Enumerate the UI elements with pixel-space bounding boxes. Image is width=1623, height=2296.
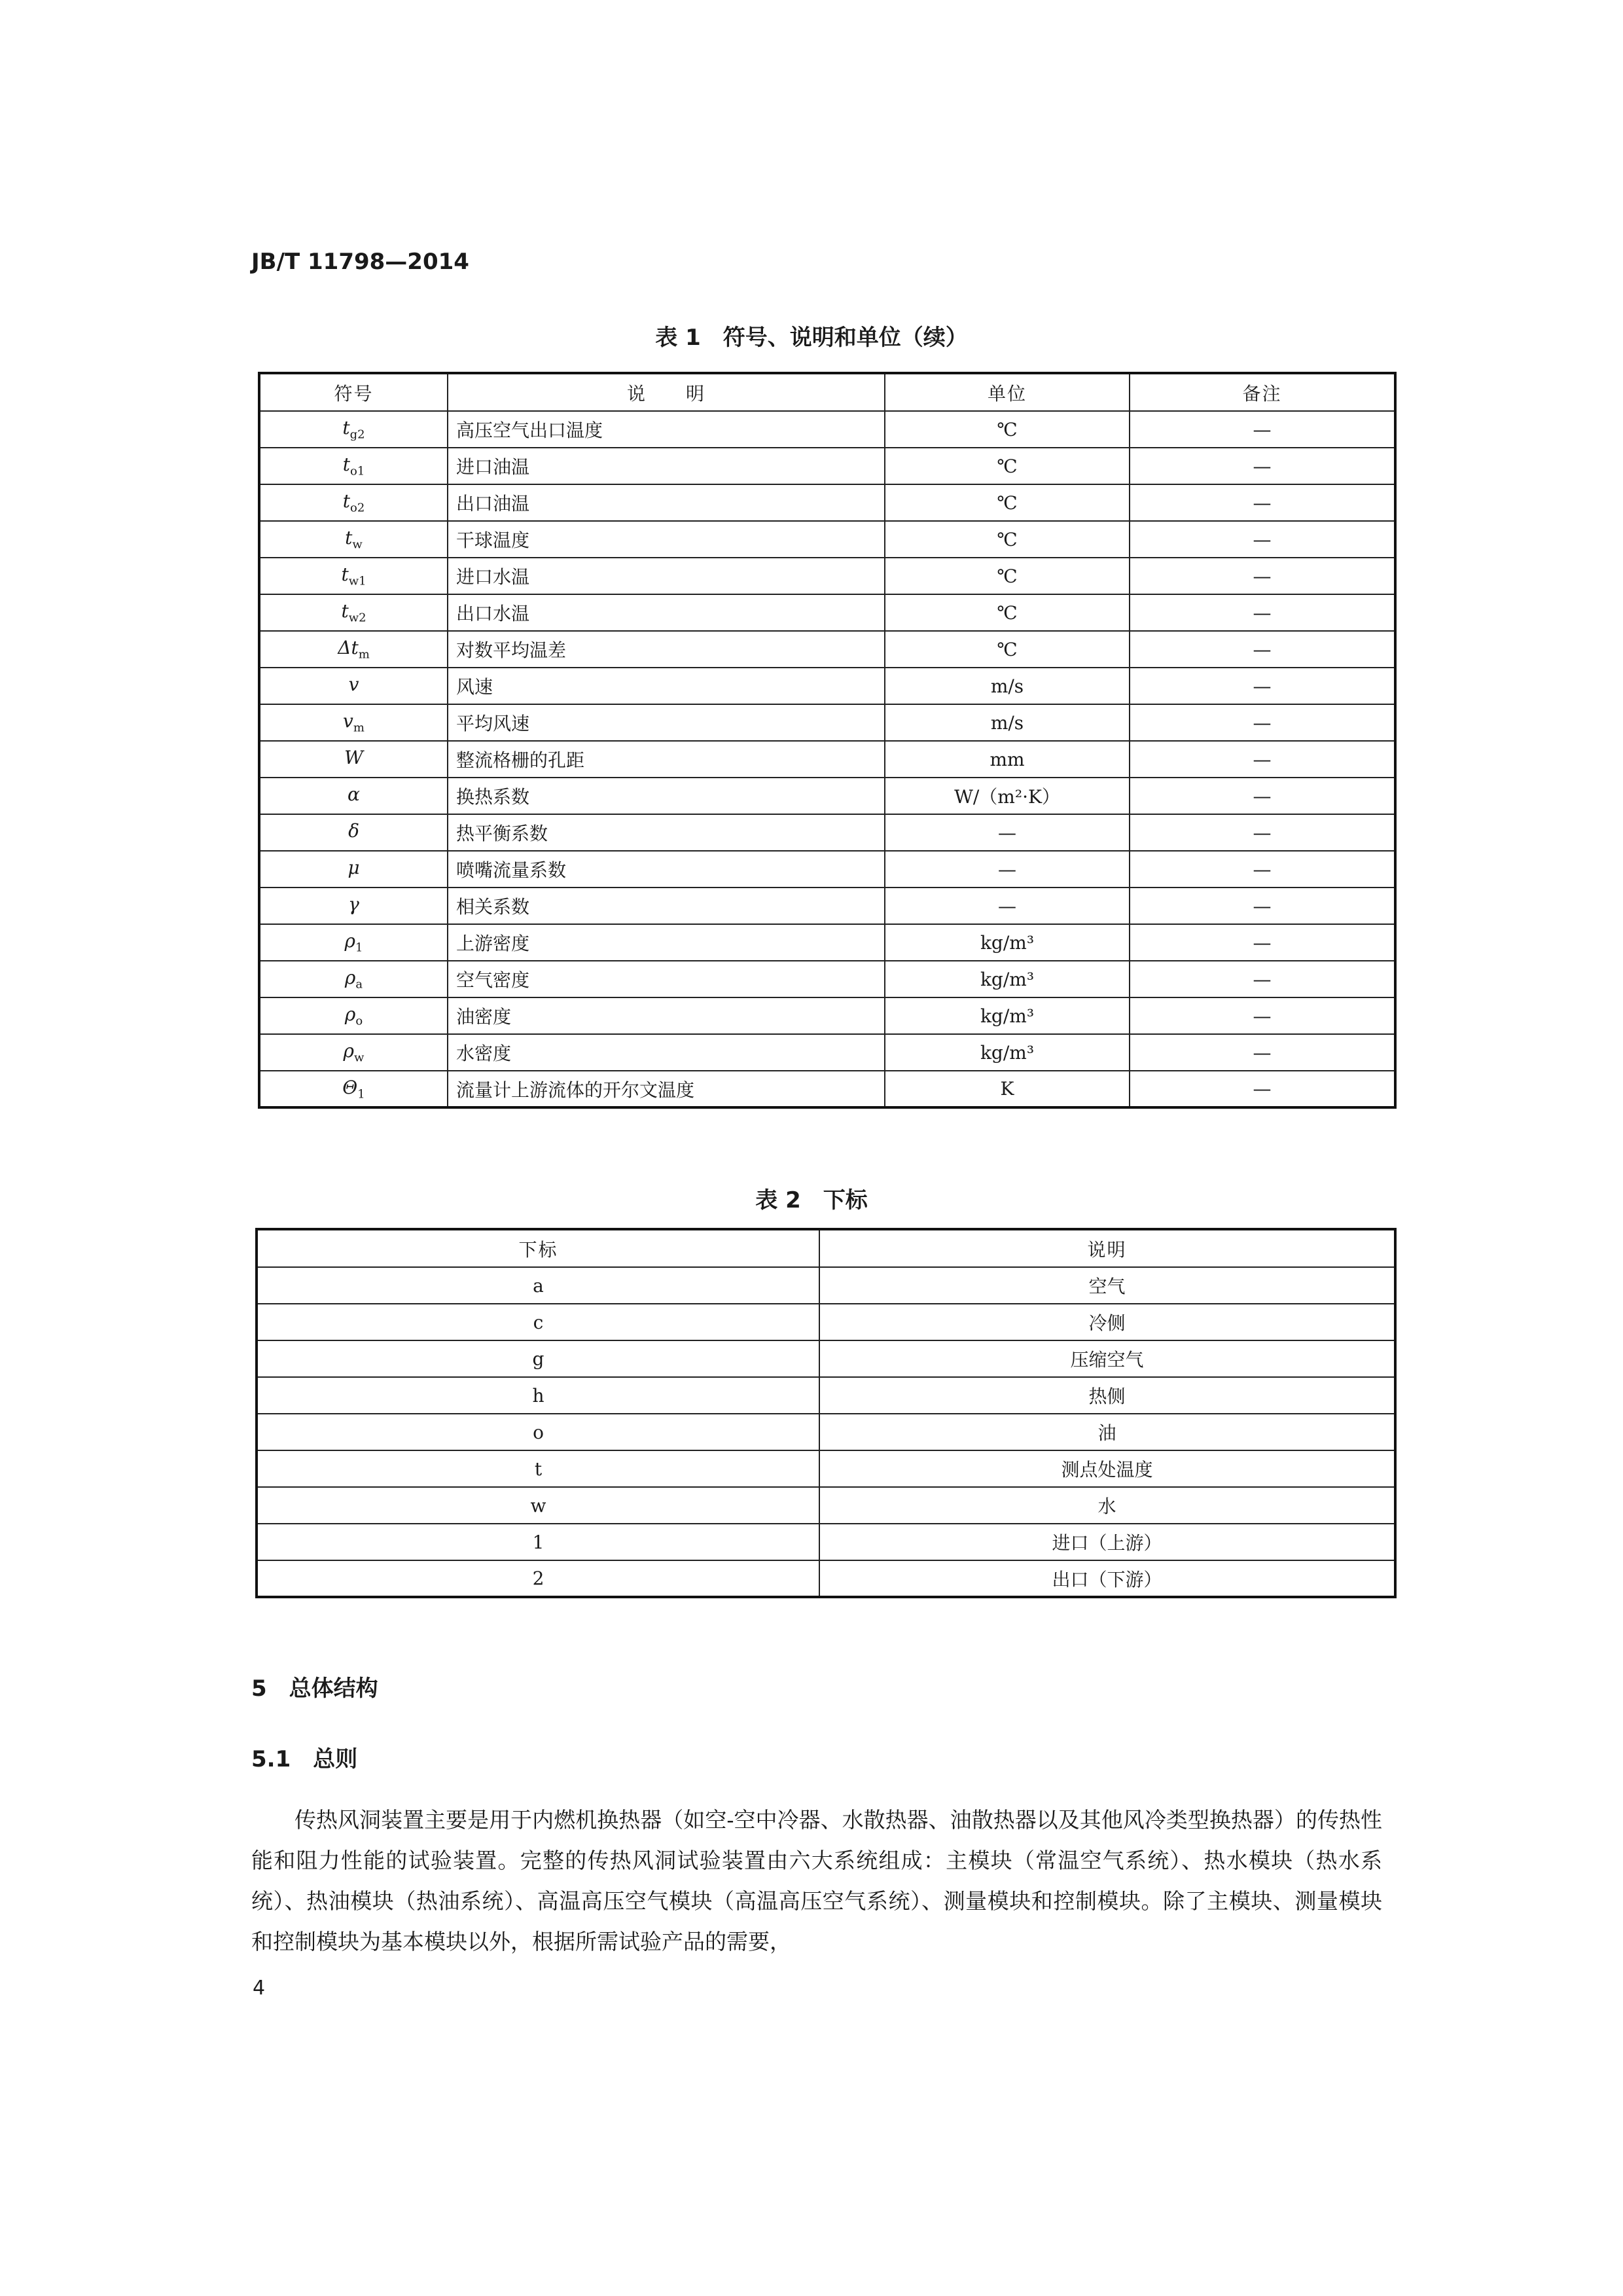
subscript-cell: g [257, 1340, 819, 1377]
symbol-main: t [341, 600, 349, 622]
symbol-subscript: o [355, 1014, 363, 1028]
description-cell: 相关系数 [448, 888, 885, 924]
unit-cell: W/（m²·K） [885, 778, 1130, 814]
table-row [259, 484, 1395, 521]
symbol-subscript: m [358, 647, 370, 662]
symbol-cell [259, 814, 448, 851]
description-cell: 喷嘴流量系数 [448, 851, 885, 888]
table-row [259, 814, 1395, 851]
unit-cell: ℃ [885, 558, 1130, 594]
remark-cell: — [1130, 448, 1395, 484]
table-row [259, 594, 1395, 631]
description-cell: 热侧 [819, 1377, 1395, 1414]
remark-cell: — [1130, 484, 1395, 521]
symbol-main: μ [348, 857, 360, 879]
symbol-subscript: w [354, 1050, 365, 1065]
description-cell: 风速 [448, 668, 885, 704]
symbols-table [258, 372, 1397, 1109]
page-number: 4 [253, 1977, 266, 2000]
table-row [259, 1034, 1395, 1071]
symbol-cell [259, 924, 448, 961]
table-row [257, 1377, 1395, 1414]
remark-cell: — [1130, 521, 1395, 558]
symbol-cell [259, 741, 448, 778]
remark-cell: — [1130, 631, 1395, 668]
description-cell: 高压空气出口温度 [448, 411, 885, 448]
description-cell: 换热系数 [448, 778, 885, 814]
description-cell: 水密度 [448, 1034, 885, 1071]
symbol-cell [259, 448, 448, 484]
remark-cell: — [1130, 741, 1395, 778]
symbol-main: t [342, 454, 350, 476]
table-row [259, 668, 1395, 704]
table-row [257, 1414, 1395, 1450]
symbol-subscript: 1 [355, 941, 363, 955]
unit-cell: kg/m³ [885, 961, 1130, 997]
symbol-main: ρ [344, 967, 356, 989]
column-header: 说 明 [448, 373, 885, 411]
description-cell: 平均风速 [448, 704, 885, 741]
symbol-subscript: w1 [348, 574, 366, 588]
subscript-cell: w [257, 1487, 819, 1524]
subscript-cell: o [257, 1414, 819, 1450]
unit-cell: kg/m³ [885, 1034, 1130, 1071]
description-cell: 空气密度 [448, 961, 885, 997]
symbol-cell [259, 997, 448, 1034]
unit-cell: — [885, 851, 1130, 888]
table-header-row [257, 1229, 1395, 1267]
subscript-cell: h [257, 1377, 819, 1414]
unit-cell: — [885, 888, 1130, 924]
remark-cell: — [1130, 851, 1395, 888]
column-header: 符号 [259, 373, 448, 411]
symbol-main: t [342, 490, 350, 512]
subscript-cell: 2 [257, 1560, 819, 1597]
symbol-cell [259, 668, 448, 704]
symbol-subscript: o1 [349, 464, 365, 478]
symbol-cell [259, 411, 448, 448]
unit-cell: ℃ [885, 631, 1130, 668]
remark-cell: — [1130, 778, 1395, 814]
table1-caption: 表 1 符号、说明和单位（续） [655, 325, 968, 351]
unit-cell: K [885, 1071, 1130, 1107]
description-cell: 流量计上游流体的开尔文温度 [448, 1071, 885, 1107]
symbol-main: W [344, 747, 363, 769]
remark-cell: — [1130, 888, 1395, 924]
remark-cell: — [1130, 558, 1395, 594]
table-row [257, 1267, 1395, 1304]
description-cell: 上游密度 [448, 924, 885, 961]
symbol-cell [259, 778, 448, 814]
unit-cell: ℃ [885, 411, 1130, 448]
table-row [259, 778, 1395, 814]
table-row [259, 521, 1395, 558]
symbol-cell [259, 851, 448, 888]
unit-cell: ℃ [885, 448, 1130, 484]
section-heading: 5 总体结构 [251, 1676, 378, 1702]
unit-cell: ℃ [885, 484, 1130, 521]
symbol-subscript: a [355, 977, 363, 992]
symbol-main: v [343, 710, 353, 732]
subscript-cell: a [257, 1267, 819, 1304]
unit-cell: m/s [885, 704, 1130, 741]
unit-cell: kg/m³ [885, 924, 1130, 961]
body-paragraph: 传热风洞装置主要是用于内燃机换热器（如空-空中冷器、水散热器、油散热器以及其他风冷类型换热器）的传热性能和阻力性能的试验装置。完整的传热风洞试验装置由六大系统组成：主模块（常温空气系统）、热水模块（热水系统）、热油模块（热油系统）、高温高压空气模块（高温高压空气系统）、测量模块和控制模块。除了主模块、测量模块和控制模块为基本模块以外，根据所需试验产品的需要， [251, 1807, 1382, 1954]
symbol-main: α [348, 783, 360, 806]
symbol-main: Θ [342, 1076, 358, 1098]
symbol-cell [259, 594, 448, 631]
subscript-cell: c [257, 1304, 819, 1340]
table-row [259, 411, 1395, 448]
description-cell: 油密度 [448, 997, 885, 1034]
unit-cell: ℃ [885, 521, 1130, 558]
column-header: 说明 [819, 1229, 1395, 1267]
description-cell: 进口水温 [448, 558, 885, 594]
remark-cell: — [1130, 924, 1395, 961]
table-row [257, 1450, 1395, 1487]
unit-cell: m/s [885, 668, 1130, 704]
symbol-main: v [348, 673, 359, 696]
symbol-cell [259, 484, 448, 521]
symbol-cell [259, 631, 448, 668]
symbol-subscript: m [353, 721, 365, 735]
table-row [259, 997, 1395, 1034]
symbol-main: t [341, 564, 349, 586]
column-header: 备注 [1130, 373, 1395, 411]
unit-cell: kg/m³ [885, 997, 1130, 1034]
table-row [259, 888, 1395, 924]
description-cell: 进口油温 [448, 448, 885, 484]
description-cell: 出口（下游） [819, 1560, 1395, 1597]
description-cell: 油 [819, 1414, 1395, 1450]
column-header: 下标 [257, 1229, 819, 1267]
remark-cell: — [1130, 411, 1395, 448]
description-cell: 压缩空气 [819, 1340, 1395, 1377]
description-cell: 出口油温 [448, 484, 885, 521]
symbol-main: ρ [343, 1040, 355, 1062]
remark-cell: — [1130, 704, 1395, 741]
description-cell: 水 [819, 1487, 1395, 1524]
symbol-cell [259, 1034, 448, 1071]
column-header: 单位 [885, 373, 1130, 411]
unit-cell: ℃ [885, 594, 1130, 631]
symbol-subscript: w2 [348, 611, 366, 625]
table-row [259, 741, 1395, 778]
symbol-subscript: g2 [349, 427, 365, 442]
table-row [259, 558, 1395, 594]
symbol-cell [259, 558, 448, 594]
remark-cell: — [1130, 668, 1395, 704]
description-cell: 空气 [819, 1267, 1395, 1304]
subscript-cell: 1 [257, 1524, 819, 1560]
symbol-main: δ [348, 820, 359, 842]
subscript-cell: t [257, 1450, 819, 1487]
remark-cell: — [1130, 997, 1395, 1034]
table-row [259, 961, 1395, 997]
subsection-heading: 5.1 总则 [251, 1746, 358, 1772]
table-header-row [259, 373, 1395, 411]
table-row [259, 924, 1395, 961]
description-cell: 冷侧 [819, 1304, 1395, 1340]
table-row [259, 704, 1395, 741]
table-row [257, 1487, 1395, 1524]
remark-cell: — [1130, 1071, 1395, 1107]
unit-cell: — [885, 814, 1130, 851]
remark-cell: — [1130, 961, 1395, 997]
description-cell: 热平衡系数 [448, 814, 885, 851]
table-row [259, 1071, 1395, 1107]
description-cell: 干球温度 [448, 521, 885, 558]
table-row [259, 631, 1395, 668]
symbol-cell [259, 521, 448, 558]
symbol-main: t [345, 527, 353, 549]
description-cell: 出口水温 [448, 594, 885, 631]
table2-caption: 表 2 下标 [755, 1187, 868, 1213]
symbol-cell [259, 704, 448, 741]
table-row [257, 1524, 1395, 1560]
symbol-subscript: 1 [357, 1087, 365, 1102]
symbol-main: ρ [344, 1003, 356, 1026]
description-cell: 进口（上游） [819, 1524, 1395, 1560]
description-cell: 整流格栅的孔距 [448, 741, 885, 778]
remark-cell: — [1130, 594, 1395, 631]
symbol-subscript: w [352, 537, 363, 552]
description-cell: 测点处温度 [819, 1450, 1395, 1487]
table-row [259, 851, 1395, 888]
symbol-subscript: o2 [349, 501, 365, 515]
table-row [257, 1560, 1395, 1597]
symbol-main: t [342, 417, 350, 439]
symbol-cell [259, 888, 448, 924]
unit-cell: mm [885, 741, 1130, 778]
symbol-cell [259, 1071, 448, 1107]
symbol-cell [259, 961, 448, 997]
table-row [259, 448, 1395, 484]
symbol-main: γ [348, 893, 359, 916]
table-row [257, 1340, 1395, 1377]
table-row [257, 1304, 1395, 1340]
subscripts-table [255, 1228, 1397, 1598]
description-cell: 对数平均温差 [448, 631, 885, 668]
remark-cell: — [1130, 814, 1395, 851]
symbol-main: ρ [344, 930, 355, 952]
symbol-main: Δt [338, 637, 359, 659]
remark-cell: — [1130, 1034, 1395, 1071]
document-code: JB/T 11798—2014 [251, 249, 469, 275]
